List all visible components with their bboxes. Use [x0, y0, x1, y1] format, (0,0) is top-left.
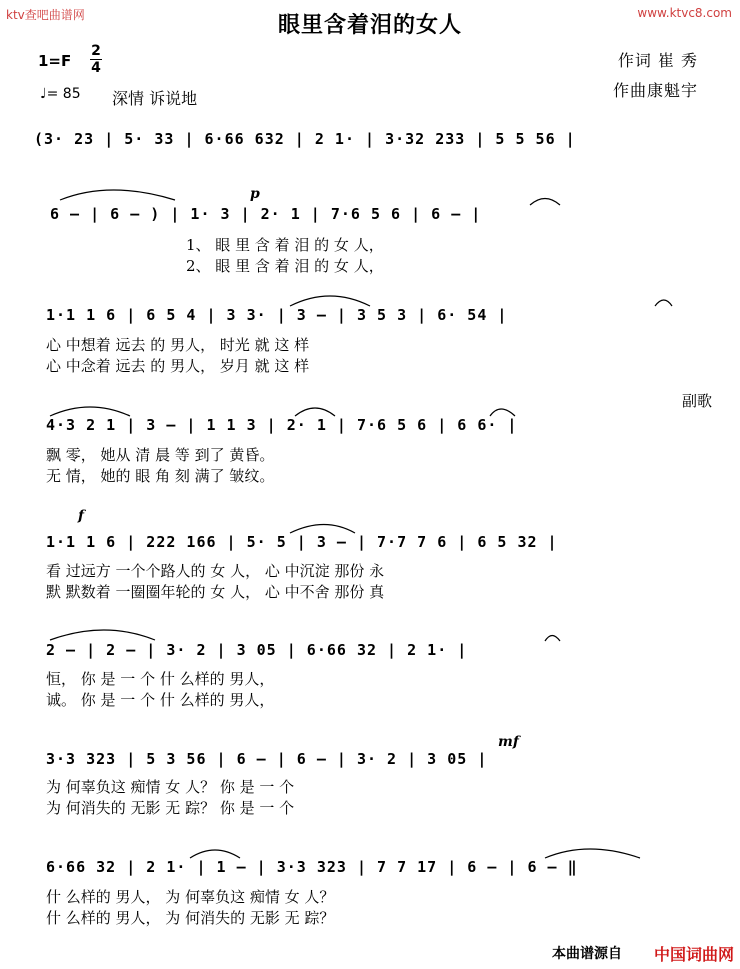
dynamic-mf: mf [498, 734, 519, 750]
dynamic-f: f [78, 508, 85, 524]
score-row-2-notes: 6 — | 6 — ) | 1· 3 | 2· 1 | 7·6 5 6 | 6 — | [50, 205, 482, 223]
score-row-5-notes: 1·1 1 6 | 222 166 | 5· 5 | 3 — | 7·7 7 6 | 6 5 32 | [46, 533, 558, 551]
score-row-2-lyrics-verse-1: 1、 眼 里 含 着 泪 的 女 人， [186, 236, 384, 254]
footer-source-label: 本曲谱源自 [552, 946, 622, 962]
score-row-8-lyrics-verse-1: 什 么样的 男人， 为 何辜负这 痴情 女 人？ [46, 888, 335, 906]
expression-marking: 深情 诉说地 [112, 89, 198, 108]
score-row-5-lyrics-verse-1: 看 过远方 一个个路人的 女 人， 心 中沉淀 那份 永 [46, 562, 385, 580]
score-row-5-lyrics-verse-2: 默 默数着 一圈圈年轮的 女 人， 心 中不舍 那份 真 [46, 583, 385, 601]
score-row-6-lyrics-verse-1: 恒， 你 是 一 个 什 么样的 男人， [46, 670, 275, 688]
time-signature-bottom: 4 [91, 60, 101, 76]
footer-source-site[interactable]: 中国词曲网 [653, 945, 734, 964]
score-row-3-lyrics-verse-2: 心 中念着 远去 的 男人， 岁月 就 这 样 [46, 357, 310, 375]
watermark-right: www.ktvc8.com [637, 6, 732, 20]
score-row-6-lyrics-verse-2: 诚。 你 是 一 个 什 么样的 男人， [46, 691, 275, 709]
key-signature: 1=F [38, 52, 72, 70]
score-row-3-notes: 1·1 1 6 | 6 5 4 | 3 3· | 3 — | 3 5 3 | 6· 54 | [46, 306, 508, 324]
section-label-chorus: 副歌 [682, 392, 713, 410]
dynamic-p: p [250, 186, 260, 202]
score-row-6-notes: 2 — | 2 — | 3· 2 | 3 05 | 6·66 32 | 2 1· | [46, 641, 468, 659]
score-row-4-notes: 4·3 2 1 | 3 — | 1 1 3 | 2· 1 | 7·6 5 6 | 6 6· | [46, 416, 518, 434]
song-title: 眼里含着泪的女人 [277, 13, 462, 38]
composer-credit: 作曲康魁宇 [612, 81, 698, 100]
lyricist-credit: 作词 崔 秀 [617, 51, 698, 70]
score-row-8-lyrics-verse-2: 什 么样的 男人， 为 何消失的 无影 无 踪？ [46, 909, 335, 927]
score-row-8-notes: 6·66 32 | 2 1· | 1 — | 3·3 323 | 7 7 17 | 6 — | 6 — ‖ [46, 858, 578, 876]
score-row-4-lyrics-verse-2: 无 情， 她的 眼 角 刻 满了 皱纹。 [46, 467, 275, 485]
score-row-1-notes: (3· 23 | 5· 33 | 6·66 632 | 2 1· | 3·32 233 | 5 5 56 | [34, 130, 576, 148]
score-row-7-notes: 3·3 323 | 5 3 56 | 6 — | 6 — | 3· 2 | 3 05 | [46, 750, 488, 768]
score-row-7-lyrics-verse-1: 为 何辜负这 痴情 女 人？ 你 是 一 个 [46, 778, 295, 796]
score-row-4-lyrics-verse-1: 飘 零， 她从 清 晨 等 到了 黄昏。 [46, 446, 275, 464]
tempo-marking: ♩= 85 [40, 86, 81, 102]
watermark-left: ktv查吧曲谱网 [6, 8, 85, 22]
score-row-2-lyrics-verse-2: 2、 眼 里 含 着 泪 的 女 人， [186, 257, 384, 275]
score-row-3-lyrics-verse-1: 心 中想着 远去 的 男人， 时光 就 这 样 [46, 336, 310, 354]
time-signature-top: 2 [91, 43, 101, 59]
score-row-7-lyrics-verse-2: 为 何消失的 无影 无 踪？ 你 是 一 个 [46, 799, 295, 817]
